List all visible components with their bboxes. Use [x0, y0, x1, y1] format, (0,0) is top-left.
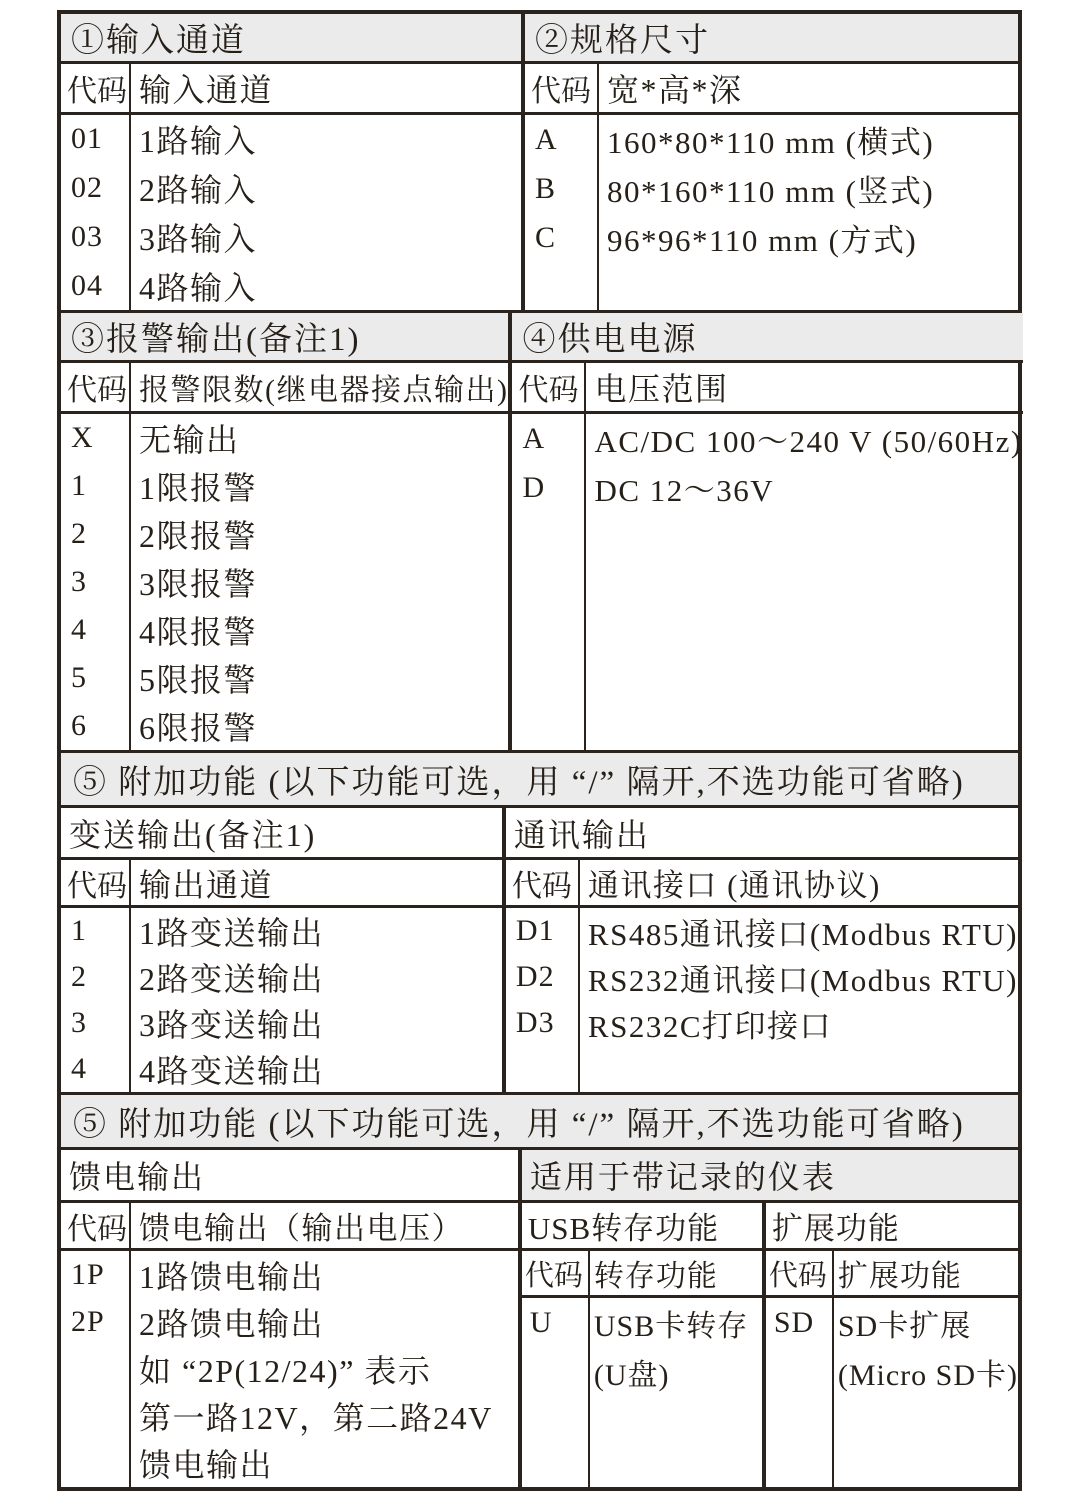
code-cell: 2	[71, 517, 87, 550]
code-cell: 3	[71, 1006, 87, 1039]
additional-functions-banner: ⑤ 附加功能 (以下功能可选，用 “/” 隔开,不选功能可省略)	[61, 753, 1018, 808]
desc-column-header: 通讯接口 (通讯协议)	[587, 868, 881, 903]
code-column	[61, 1251, 131, 1487]
desc-cell: 4路输入	[139, 269, 258, 306]
feed-column-headers	[61, 1203, 518, 1251]
ext-title: 扩展功能	[766, 1203, 1018, 1251]
desc-column	[586, 414, 1022, 750]
section1-title: ①输入通道	[61, 14, 521, 64]
code-cell	[61, 1439, 129, 1486]
code-cell: 5	[71, 661, 87, 694]
desc-cell: AC/DC 100～240 V (50/60Hz)	[594, 424, 1023, 459]
code-cell: 04	[71, 268, 103, 302]
code-cell: 4	[71, 613, 87, 646]
desc-cell: 2限报警	[139, 518, 258, 554]
code-cell: A	[522, 421, 546, 455]
desc-cell: (U盘)	[593, 1358, 670, 1392]
code-cell: 3	[71, 565, 87, 598]
code-column-header: 代码	[61, 860, 131, 905]
code-cell: X	[71, 421, 94, 454]
band-alarm-power	[61, 313, 1023, 753]
code-column	[522, 1298, 590, 1487]
desc-cell: 3限报警	[139, 566, 258, 602]
desc-cell: 6限报警	[139, 710, 258, 746]
code-cell: 6	[71, 709, 87, 742]
section1-column-headers	[61, 64, 521, 115]
code-column	[61, 908, 131, 1092]
additional-functions-banner-2: ⑤ 附加功能 (以下功能可选，用 “/” 隔开,不选功能可省略)	[61, 1095, 1018, 1150]
code-cell: 02	[71, 171, 103, 205]
transmit-band-title: 变送输出(备注1)	[61, 808, 502, 860]
feed-data	[61, 1251, 518, 1487]
code-cell: SD	[773, 1305, 815, 1339]
section4-title: ④供电电源	[512, 313, 1022, 363]
transmit-column-headers	[61, 860, 502, 908]
desc-cell: 96*96*110 mm (方式)	[607, 223, 918, 258]
desc-cell: 2路馈电输出	[139, 1305, 325, 1342]
section3-column-headers	[61, 363, 508, 414]
code-cell: D1	[515, 914, 555, 947]
band-input-spec	[61, 14, 1018, 313]
code-cell: 4	[71, 1052, 87, 1085]
desc-cell: 5限报警	[139, 662, 258, 698]
record-band-title: 适用于带记录的仪表	[522, 1150, 1018, 1203]
desc-cell: SD卡扩展	[837, 1309, 972, 1343]
desc-cell: 80*160*110 mm (竖式)	[607, 174, 935, 209]
desc-column	[131, 115, 521, 310]
section-dimensions	[521, 14, 1018, 310]
desc-column	[599, 115, 1018, 310]
code-cell: D	[522, 470, 546, 504]
section1-data	[61, 115, 521, 310]
comm-column-headers	[506, 860, 1018, 908]
desc-column-header: 输入通道	[139, 72, 274, 108]
code-cell: D2	[515, 960, 555, 993]
desc-column	[131, 908, 502, 1092]
comm-band-title: 通讯输出	[506, 808, 1018, 860]
desc-cell: 160*80*110 mm (横式)	[607, 125, 935, 160]
section-communication-output	[502, 808, 1018, 1092]
section4-column-headers	[512, 363, 1022, 414]
desc-cell: 馈电输出	[139, 1446, 274, 1483]
desc-cell: 2路变送输出	[139, 961, 325, 997]
code-cell	[522, 1347, 588, 1396]
code-cell: 2	[71, 960, 87, 993]
comm-data	[506, 908, 1018, 1092]
ext-column-headers	[766, 1251, 1018, 1298]
desc-column	[131, 414, 508, 750]
desc-cell: 3路输入	[139, 220, 258, 257]
ordering-code-table	[57, 10, 1022, 1491]
code-cell: D3	[515, 1006, 555, 1039]
desc-column-header: 输出通道	[139, 866, 274, 903]
desc-cell: (Micro SD卡)	[837, 1358, 1018, 1392]
section3-title: ③报警输出(备注1)	[61, 313, 508, 363]
feed-band-title: 馈电输出	[61, 1150, 518, 1203]
desc-column	[834, 1298, 1018, 1487]
desc-cell: 3路变送输出	[139, 1007, 325, 1043]
band-feed-record	[61, 1150, 1018, 1487]
code-column-header: 代码	[61, 64, 131, 112]
desc-cell: RS232C打印接口	[587, 1008, 833, 1044]
code-cell	[61, 1392, 129, 1439]
code-column	[506, 908, 580, 1092]
code-cell: B	[535, 171, 557, 205]
desc-column-header: 转存功能	[593, 1260, 718, 1293]
code-cell: 1	[71, 469, 87, 502]
code-column	[512, 414, 586, 750]
code-column-header: 代码	[61, 363, 131, 411]
code-cell: 2P	[71, 1304, 105, 1338]
desc-cell: 4路变送输出	[139, 1053, 325, 1089]
code-column-header: 代码	[506, 860, 580, 905]
desc-cell: 如 “2P(12/24)” 表示	[139, 1352, 432, 1389]
section-feed-output	[61, 1150, 518, 1487]
expansion-column	[766, 1203, 1018, 1487]
code-cell: U	[529, 1305, 553, 1339]
band-transmit-comm	[61, 808, 1018, 1095]
code-cell: 03	[71, 219, 103, 253]
code-column-header: 代码	[61, 1203, 131, 1248]
desc-column	[131, 1251, 518, 1487]
desc-column	[580, 908, 1018, 1092]
desc-column-header: 电压范围	[594, 371, 729, 407]
desc-column-header: 报警限数(继电器接点输出)	[139, 374, 509, 407]
section-recording-instruments	[518, 1150, 1018, 1487]
code-column-header: 代码	[766, 1251, 834, 1295]
record-halves	[522, 1203, 1018, 1487]
usb-transfer-column	[522, 1203, 766, 1487]
code-column	[525, 115, 599, 310]
desc-cell: 第一路12V，第二路24V	[139, 1399, 493, 1436]
desc-cell: 1路变送输出	[139, 915, 325, 951]
desc-column-header: 扩展功能	[837, 1260, 962, 1293]
desc-column-header: 宽*高*深	[607, 72, 743, 108]
desc-cell: DC 12～36V	[594, 473, 775, 508]
usb-column-headers	[522, 1251, 762, 1298]
desc-cell: 2路输入	[139, 172, 258, 209]
ext-data	[766, 1298, 1018, 1487]
section-alarm-output	[61, 313, 508, 750]
transmit-data	[61, 908, 502, 1092]
desc-cell: RS232通讯接口(Modbus RTU)	[587, 962, 1018, 998]
desc-cell: USB卡转存	[593, 1309, 749, 1343]
code-column-header: 代码	[525, 64, 599, 112]
desc-cell: 4限报警	[139, 614, 258, 650]
section-power-supply	[508, 313, 1022, 750]
code-cell: 1P	[71, 1257, 105, 1291]
desc-cell: 1限报警	[139, 470, 258, 506]
section4-data	[512, 414, 1022, 750]
section2-column-headers	[525, 64, 1018, 115]
section-transmit-output	[61, 808, 502, 1092]
section2-title: ②规格尺寸	[525, 14, 1018, 64]
usb-title: USB转存功能	[522, 1203, 762, 1251]
usb-data	[522, 1298, 762, 1487]
desc-column-header: 馈电输出（输出电压）	[139, 1211, 464, 1246]
section-input-channel	[61, 14, 521, 310]
section3-data	[61, 414, 508, 750]
code-cell: A	[535, 122, 558, 156]
desc-cell: 无输出	[139, 422, 240, 458]
code-cell: 1	[71, 914, 87, 947]
code-column	[61, 414, 131, 750]
desc-cell: 1路馈电输出	[139, 1258, 325, 1295]
code-column	[766, 1298, 834, 1487]
code-column-header: 代码	[512, 363, 586, 411]
code-column-header: 代码	[522, 1251, 590, 1295]
code-cell: C	[535, 220, 557, 254]
code-column	[61, 115, 131, 310]
code-cell	[766, 1347, 832, 1396]
section2-data	[525, 115, 1018, 310]
desc-cell: 1路输入	[139, 123, 258, 160]
desc-cell: RS485通讯接口(Modbus RTU)	[587, 916, 1018, 952]
code-cell: 01	[71, 122, 103, 156]
desc-column	[590, 1298, 762, 1487]
code-cell	[61, 1345, 129, 1392]
